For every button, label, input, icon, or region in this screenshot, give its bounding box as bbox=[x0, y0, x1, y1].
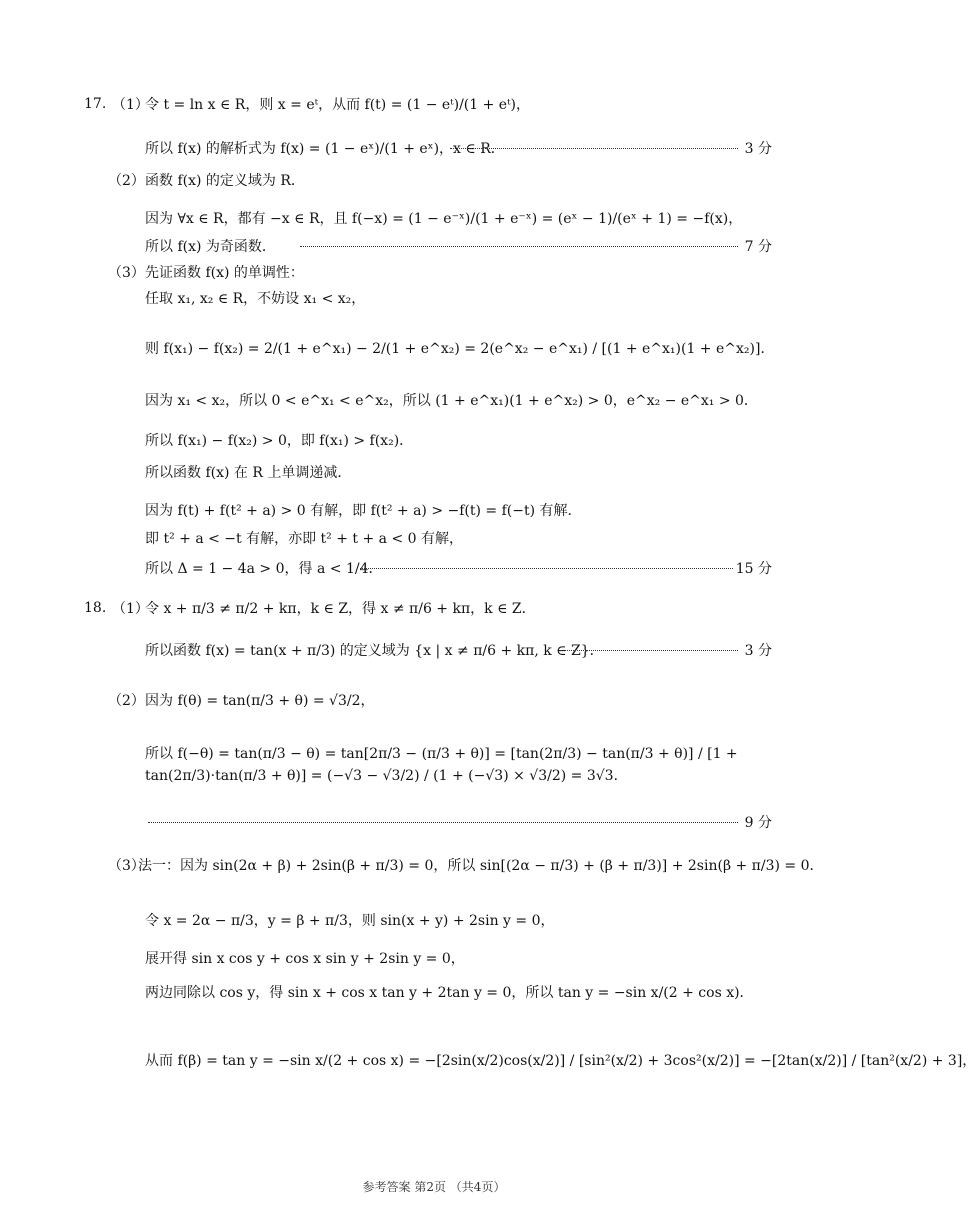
dotted-leader bbox=[450, 148, 738, 149]
p18-text: 两边同除以 cos y，得 sin x + cos x tan y + 2tan y = 0，所以 tan y = −sin x/(2 + cos x)． bbox=[145, 985, 754, 1001]
p18-part-label: （2） bbox=[108, 693, 145, 709]
p17-text: 先证函数 f(x) 的单调性： bbox=[145, 265, 304, 281]
p18-text: 所以函数 f(x) = tan(x + π/3) 的定义域为 {x | x ≠ π/6 + kπ, k ∈ Z}． bbox=[145, 643, 604, 659]
p17-text: 所以 f(x) 的解析式为 f(x) = (1 − eˣ)/(1 + eˣ)，x ∈ R． bbox=[145, 141, 505, 157]
dotted-leader bbox=[300, 246, 738, 247]
p17-line-7 bbox=[0, 278, 868, 318]
p17-part-label: （1） bbox=[112, 97, 149, 113]
p17-text: 因为 ∀x ∈ R，都有 −x ∈ R，且 f(−x) = (1 − e⁻ˣ)/(1 + e⁻ˣ) = (eˣ − 1)/(eˣ + 1) = −f(x)， bbox=[145, 211, 743, 227]
p17-line-1 bbox=[0, 84, 868, 124]
p17-text: 所以 f(x₁) − f(x₂) > 0，即 f(x₁) > f(x₂)． bbox=[145, 433, 414, 449]
p17-text: 所以 f(x) 为奇函数． bbox=[145, 239, 276, 255]
score-points: 9 分 bbox=[744, 815, 772, 831]
p18-line-2 bbox=[0, 630, 868, 670]
p18-line-7 bbox=[0, 900, 868, 940]
p17-part-label: （3） bbox=[108, 265, 145, 281]
p18-text: 从而 f(β) = tan y = −sin x/(2 + cos x) = −[2sin(x/2)cos(x/2)] / [sin²(x/2) + 3cos²(x/2)] = −[2tan(x/2)] / [tan²(x/2) + 3]， bbox=[145, 1053, 976, 1069]
p17-line-3 bbox=[0, 160, 868, 200]
p18-text: 因为 f(θ) = tan(π/3 + θ) = √3/2， bbox=[145, 693, 375, 709]
p18-text: 法一：因为 sin(2α + β) + 2sin(β + π/3) = 0，所以 sin[(2α − π/3) + (β + π/3)] + 2sin(β + π/3) = 0． bbox=[138, 858, 824, 874]
page-footer: 参考答案 第2页 （共4页） bbox=[362, 1180, 506, 1194]
dotted-leader bbox=[148, 822, 738, 823]
p17-text: 令 t = ln x ∈ R，则 x = eᵗ，从而 f(t) = (1 − eᵗ)/(1 + eᵗ)， bbox=[145, 97, 530, 113]
p17-part-label: （2） bbox=[108, 173, 145, 189]
p18-text: 展开得 sin x cos y + cos x sin y + 2sin y = 0， bbox=[145, 951, 465, 967]
p17-text: 因为 x₁ < x₂，所以 0 < e^x₁ < e^x₂，所以 (1 + e^x₁)(1 + e^x₂) > 0，e^x₂ − e^x₁ > 0． bbox=[145, 393, 758, 409]
problem-number-18: 18. bbox=[84, 600, 107, 616]
p18-line-5 bbox=[0, 802, 868, 842]
p18-line-6 bbox=[0, 845, 868, 885]
p17-text: 则 f(x₁) − f(x₂) = 2/(1 + e^x₁) − 2/(1 + e^x₂) = 2(e^x₂ − e^x₁) / [(1 + e^x₁)(1 + e^x₂)]． bbox=[145, 341, 775, 357]
p17-text: 所以函数 f(x) 在 R 上单调递减． bbox=[145, 465, 352, 481]
p18-text: 令 x = 2α − π/3，y = β + π/3，则 sin(x + y) + 2sin y = 0， bbox=[145, 913, 555, 929]
dotted-leader bbox=[360, 568, 733, 569]
p18-line-1 bbox=[0, 588, 868, 628]
p18-text: 令 x + π/3 ≠ π/2 + kπ，k ∈ Z，得 x ≠ π/6 + kπ，k ∈ Z． bbox=[145, 601, 536, 617]
p17-text: 任取 x₁, x₂ ∈ R，不妨设 x₁ < x₂， bbox=[145, 291, 366, 307]
p17-text: 所以 Δ = 1 − 4a > 0，得 a < 1/4． bbox=[145, 561, 383, 577]
p17-line-8 bbox=[0, 328, 868, 368]
p17-text: 因为 f(t) + f(t² + a) > 0 有解，即 f(t² + a) > −f(t) = f(−t) 有解． bbox=[145, 503, 582, 519]
dotted-leader bbox=[560, 650, 738, 651]
p18-line-10 bbox=[0, 1040, 976, 1080]
p17-line-14 bbox=[0, 548, 868, 588]
p18-line-9 bbox=[0, 972, 868, 1012]
problem-number-17: 17. bbox=[84, 96, 107, 112]
p18-line-4 bbox=[0, 745, 868, 785]
p18-text: 所以 f(−θ) = tan(π/3 − θ) = tan[2π/3 − (π/3 + θ)] = [tan(2π/3) − tan(π/3 + θ)] / [1 + tan(2π/3)·tan(π/3 + θ)] = (−√3 − √3/2) / (1 + (−√3) × √3/2) = 3√3． bbox=[145, 745, 738, 784]
p18-line-3 bbox=[0, 680, 868, 720]
p17-line-9 bbox=[0, 380, 868, 420]
p17-line-11 bbox=[0, 452, 868, 492]
score-points: 3 分 bbox=[744, 141, 772, 157]
score-points: 3 分 bbox=[744, 643, 772, 659]
p17-text: 即 t² + a < −t 有解，亦即 t² + t + a < 0 有解， bbox=[145, 531, 464, 547]
p17-text: 函数 f(x) 的定义域为 R． bbox=[145, 173, 305, 189]
score-points: 7 分 bbox=[744, 239, 772, 255]
score-points: 15 分 bbox=[735, 561, 772, 577]
p18-part-label: （1） bbox=[112, 601, 149, 617]
p18-part-label: （3） bbox=[108, 858, 145, 874]
